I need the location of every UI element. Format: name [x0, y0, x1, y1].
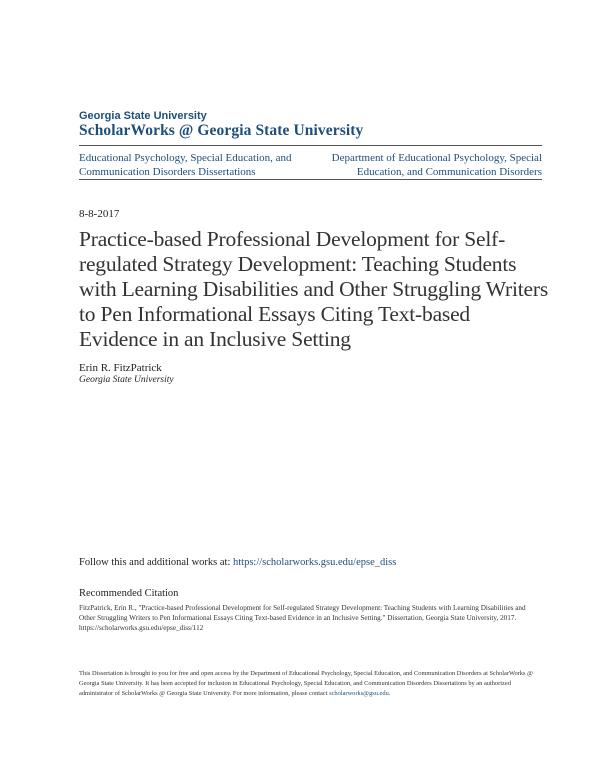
- author-name: Erin R. FitzPatrick: [79, 362, 162, 374]
- citation-text: FitzPatrick, Erin R., "Practice-based Professional Development for Self-regulated Strategy Development: Teaching Students with Learning Disabilities and Other Struggling Writers to Pen Informational Essays Citing Text-based Evidence in an Inclusive Setting." Dissertation, Georgia State University, 2017.: [79, 604, 526, 622]
- follow-line: [79, 557, 396, 568]
- divider-top: [79, 145, 542, 146]
- recommended-citation-heading: Recommended Citation: [79, 588, 179, 599]
- follow-link[interactable]: https://scholarworks.gsu.edu/epse_diss: [233, 557, 397, 568]
- citation-block: [79, 603, 541, 633]
- publication-date: 8-8-2017: [79, 208, 120, 220]
- citation-url[interactable]: https://scholarworks.gsu.edu/epse_diss/112: [79, 624, 204, 632]
- notice-text: This Dissertation is brought to you for free and open access by the Department of Educational Psychology, Special Education, and Communication Disorders at ScholarWorks @ Georgia State University. It has been accepted for inclusion in Educational Psychology, Special Education, and Communication Disorders Dissertations by an authorized administrator of ScholarWorks @ Georgia State University. For more information, please contact: [79, 670, 533, 697]
- access-notice: [79, 669, 541, 699]
- repository-name[interactable]: ScholarWorks @ Georgia State University: [79, 122, 364, 139]
- collection-link[interactable]: Educational Psychology, Special Education, and Communication Disorders Dissertations: [79, 152, 292, 178]
- divider-bottom: [79, 179, 542, 180]
- contact-email-link[interactable]: scholarworks@gsu.edu: [329, 690, 389, 697]
- department-link[interactable]: Department of Educational Psychology, Special Education, and Communication Disorders: [331, 152, 542, 178]
- author-affiliation: Georgia State University: [79, 375, 174, 385]
- document-title: Practice-based Professional Development for Self-regulated Strategy Development: Teaching Students with Learning Disabilities and Other Struggling Writers to Pen Informational Essays Citing Text-based Evidence in an Inclusive Setting: [79, 227, 549, 351]
- institution-name[interactable]: Georgia State University: [79, 110, 207, 122]
- follow-label: Follow this and additional works at:: [79, 557, 233, 568]
- notice-end: .: [388, 690, 391, 697]
